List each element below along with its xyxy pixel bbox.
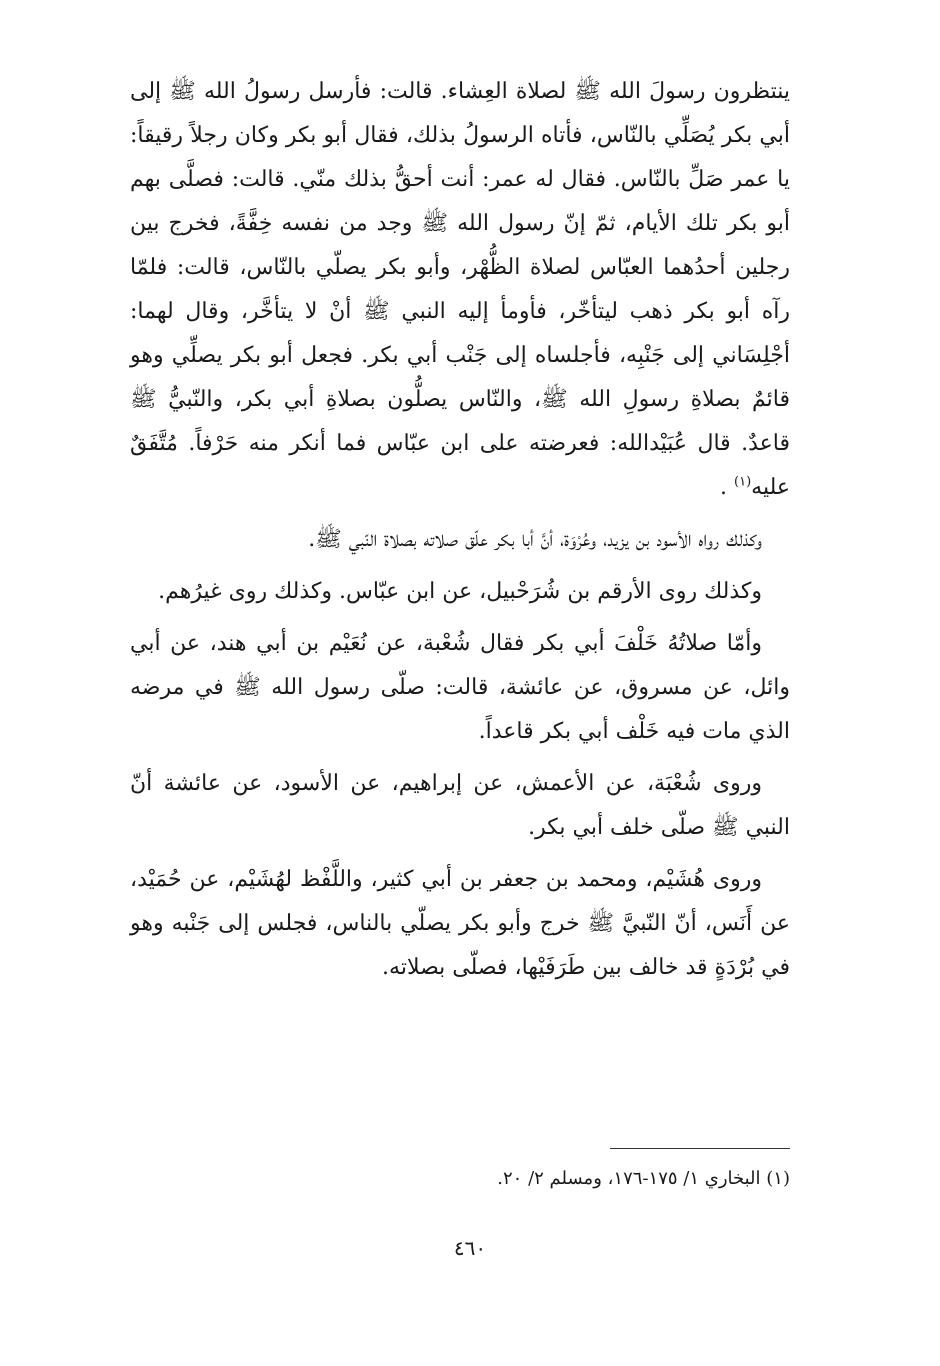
paragraph-hadith-continuation xyxy=(130,70,790,510)
paragraph-aswad-urwa: وكذلك رواه الأسود بن يزيد، وعُرْوَة، أنَّ أبا بكر علّق صلاته بصلاة النّبي ﷺ. xyxy=(308,527,762,552)
paragraph-text-end: . xyxy=(720,475,735,500)
paragraph-hushaym: وروى هُشَيْم، ومحمد بن جعفر بن أبي كثير، واللَّفْظ لهُشَيْم، عن حُمَيْد، عن أَنَس، أنّ النّبيَّ ﷺ خرج وأبو بكر يصلّي بالناس، فجلس إلى جَنْبه وهو في بُرْدَةٍ قد خالف بين طَرَفَيْها، فصلّى بصلاته. xyxy=(130,867,790,980)
paragraph-arqam: وكذلك روى الأرقم بن شُرَحْبيل، عن ابن عبّاس. وكذلك روى غيرُهم. xyxy=(158,579,762,604)
page-number: ٤٦٠ xyxy=(453,1236,487,1260)
paragraph-text: ينتظرون رسولَ الله ﷺ لصلاة العِشاء. قالت: فأرسل رسولُ الله ﷺ إلى أبي بكر يُصَلِّي بالنّاس، فأتاه الرسولُ بذلك، فقال أبو بكر وكان رجلاً رقيقاً: يا عمر صَلِّ بالنّاس. فقال له عمر: أنت أحقُّ بذلك منّي. قالت: فصلَّى بهم أبو بكر تلك الأيام، ثمّ إنّ رسول الله ﷺ وجد من نفسه خِفَّةً، فخرج بين رجلين أحدُهما العبّاس لصلاة الظُّهْر، وأبو بكر يصلّي بالنّاس، قالت: فلمّا رآه أبو بكر ذهب ليتأخّر، فأومأ إليه النبي ﷺ أنْ لا يتأخَّر، وقال لهما: أجْلِسَاني إلى جَنْبِه، فأجلساه إلى جَنْب أبي بكر. فجعل أبو بكر يصلِّي وهو قائمٌ بصلاةِ رسولِ الله ﷺ، والنّاس يصلُّون بصلاةِ أبي بكر، والنّبيُّ ﷺ قاعدٌ. قال عُبَيْدالله: فعرضته على ابن عبّاس فما أنكر منه حَرْفاً. مُتَّفَقٌ عليه xyxy=(130,79,790,500)
paragraph-shuba-amash: وروى شُعْبَة، عن الأعمش، عن إبراهيم، عن الأسود، عن عائشة أنّ النبي ﷺ صلّى خلف أبي بكر. xyxy=(130,771,790,840)
footnote-reference: (١) xyxy=(734,474,752,490)
page-body xyxy=(130,70,790,998)
footnote-divider xyxy=(610,1148,790,1149)
footnote: (١) البخاري ١/ ١٧٥-١٧٦، ومسلم ٢/ ٢٠. xyxy=(497,1168,790,1189)
paragraph-shuba-naim: وأمّا صلاتُهُ خَلْفَ أبي بكر فقال شُعْبة، عن نُعَيْم بن أبي هند، عن أبي وائل، عن مسروق، عن عائشة، قالت: صلّى رسول الله ﷺ في مرضه الذي مات فيه خَلْف أبي بكر قاعداً. xyxy=(130,631,790,744)
